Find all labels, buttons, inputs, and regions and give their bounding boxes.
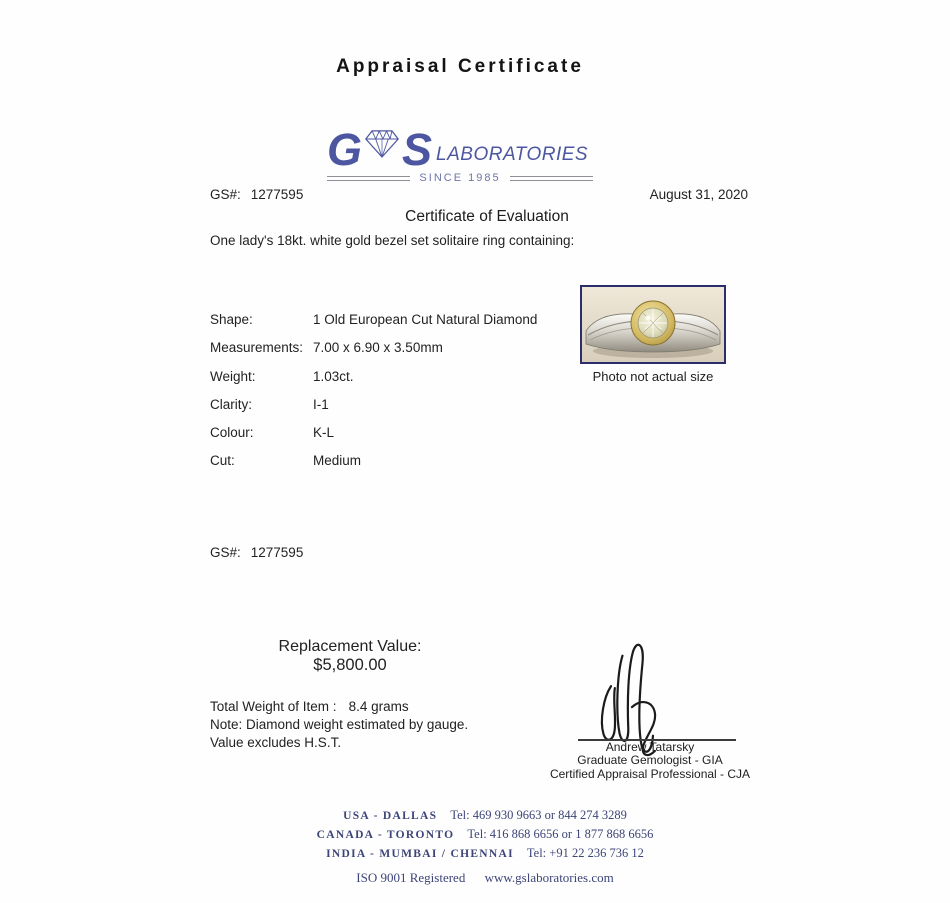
total-weight-line [210, 698, 468, 716]
detail-value: Medium [313, 453, 362, 469]
notes-block [210, 698, 468, 753]
evaluation-heading: Certificate of Evaluation [405, 208, 569, 225]
photo-caption: Photo not actual size [592, 369, 714, 384]
detail-value: 1.03ct. [313, 368, 354, 384]
replacement-value-block [200, 637, 500, 675]
signatory-credential-2: Certified Appraisal Professional - CJA [549, 766, 751, 781]
office-location: INDIA - MUMBAI / CHENNAI [326, 848, 514, 860]
signatory-block [520, 741, 780, 781]
replacement-value-amount: $5,800.00 [313, 656, 387, 674]
gs-laboratories-logo [327, 123, 593, 184]
signatory-name: Andrew Tatarsky [605, 740, 695, 754]
detail-label: Colour: [210, 425, 254, 441]
replacement-value-label: Replacement Value: [278, 638, 422, 655]
signatory-credential-1: Graduate Gemologist - GIA [577, 753, 723, 768]
detail-value: 7.00 x 6.90 x 3.50mm [313, 340, 443, 356]
office-tel: Tel: 416 868 6656 or 1 877 868 6656 [467, 827, 654, 841]
detail-label: Measurements: [210, 340, 304, 356]
diamond-details-list [210, 312, 570, 482]
office-location: CANADA - TORONTO [316, 829, 455, 841]
logo-letter-g: G [327, 123, 361, 175]
total-weight-value: 8.4 grams [348, 699, 409, 714]
detail-row-weight [210, 369, 570, 397]
detail-row-cut [210, 453, 570, 481]
ring-photo-image [582, 287, 724, 362]
iso-registered: ISO 9001 Registered [356, 870, 466, 885]
gs-number-line-2 [210, 545, 303, 560]
footer-contact-block [20, 806, 950, 886]
certificate-date: August 31, 2020 [649, 187, 748, 202]
detail-label: Weight: [210, 368, 256, 384]
detail-label: Shape: [210, 312, 253, 327]
office-canada [20, 825, 950, 844]
rule-right [510, 176, 593, 181]
detail-value: K-L [313, 425, 335, 441]
ring-photo [580, 285, 726, 364]
detail-row-measurements [210, 340, 570, 368]
detail-row-clarity [210, 397, 570, 425]
detail-row-shape [210, 312, 570, 340]
office-location: USA - DALLAS [343, 810, 438, 822]
diamond-icon [364, 127, 400, 165]
rule-left [327, 176, 410, 181]
total-weight-label: Total Weight of Item : [210, 699, 337, 714]
gs-number-label: GS#: [210, 545, 241, 560]
detail-value: I-1 [313, 396, 329, 412]
detail-label: Clarity: [210, 396, 253, 412]
website-text: www.gslaboratories.com [484, 870, 614, 885]
detail-value: 1 Old European Cut Natural Diamond [313, 312, 538, 327]
office-tel: Tel: +91 22 236 736 12 [526, 846, 644, 860]
logo-letter-s: S [402, 123, 431, 175]
iso-line [20, 869, 950, 886]
logo-row [327, 123, 593, 175]
detail-label: Cut: [210, 453, 235, 469]
logo-word: LABORATORIES [436, 144, 589, 165]
gs-number-value: 1277595 [250, 545, 304, 560]
page-title: Appraisal Certificate [336, 56, 584, 77]
since-1985-rule [327, 172, 593, 184]
gs-number-line [210, 187, 303, 202]
office-usa [20, 806, 950, 825]
gs-number-label: GS#: [210, 187, 241, 202]
office-tel: Tel: 469 930 9663 or 844 274 3289 [450, 808, 627, 822]
detail-row-colour [210, 425, 570, 453]
since-text: SINCE 1985 [419, 172, 501, 184]
item-description: One lady's 18kt. white gold bezel set solitaire ring containing: [210, 233, 575, 248]
gs-number-value: 1277595 [250, 187, 304, 202]
gauge-note: Note: Diamond weight estimated by gauge. [210, 717, 469, 733]
office-india [20, 844, 950, 863]
tax-note: Value excludes H.S.T. [210, 735, 342, 751]
